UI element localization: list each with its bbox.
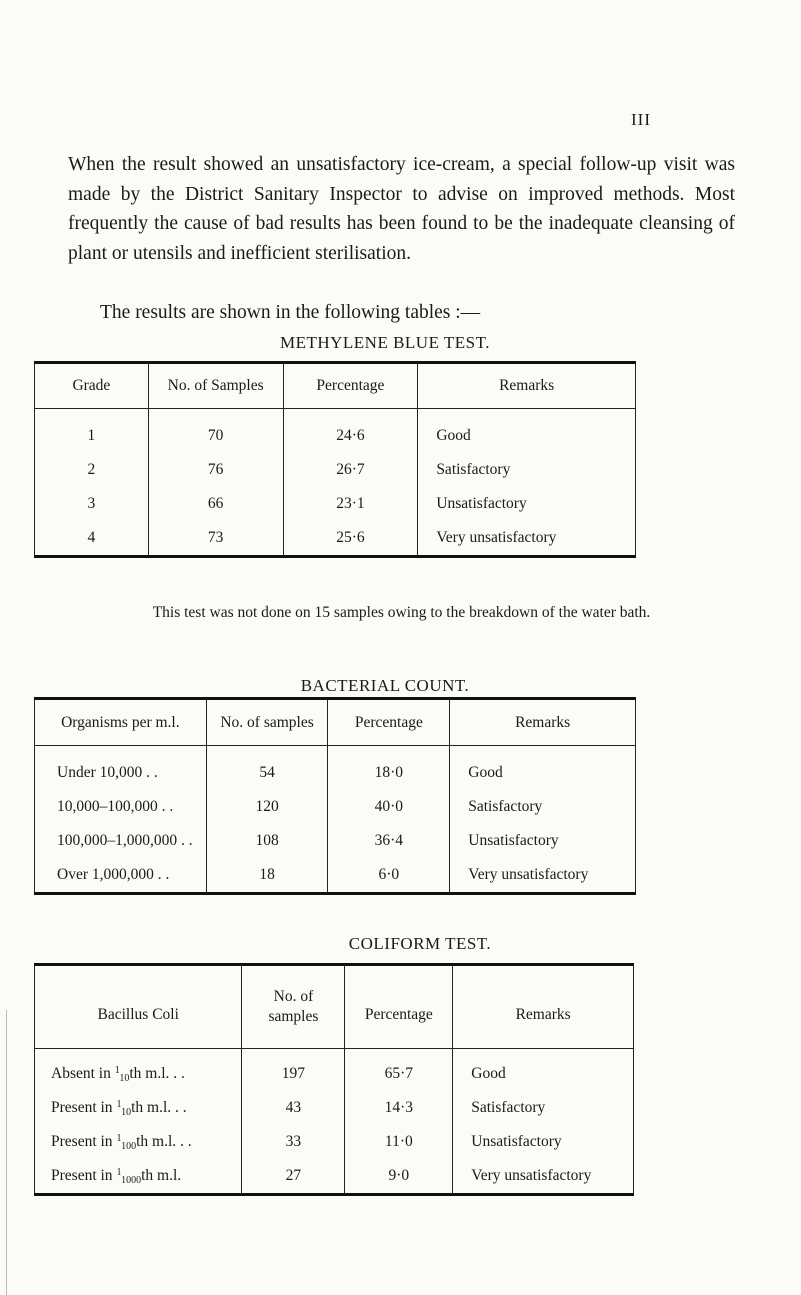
grade-cell: 3 (35, 487, 149, 521)
remarks-cell: Satisfactory (453, 1091, 634, 1125)
percentage-cell: 11·0 (345, 1125, 453, 1159)
remarks-cell: Very unsatisfactory (418, 521, 636, 557)
bacillus-cell: Present in 11000th m.l. (35, 1159, 242, 1195)
samples-cell: 120 (206, 790, 328, 824)
samples-cell: 66 (148, 487, 283, 521)
fraction: 1100 (116, 1133, 137, 1152)
coliform-title: COLIFORM TEST. (348, 934, 492, 953)
coliform-table (34, 963, 634, 1196)
column-header (242, 965, 345, 1049)
table-row (35, 746, 636, 791)
percentage-cell: 36·4 (328, 824, 450, 858)
remarks-cell: Good (453, 1049, 634, 1092)
percentage-cell: 40·0 (328, 790, 450, 824)
bacillus-cell: Absent in 110th m.l. . . (35, 1049, 242, 1092)
fraction: 110 (116, 1099, 132, 1118)
column-header: Organisms per m.l. (35, 699, 207, 746)
remarks-cell: Very unsatisfactory (453, 1159, 634, 1195)
percentage-cell: 65·7 (345, 1049, 453, 1092)
methylene-note: This test was not done on 15 samples owing to the breakdown of the water bath. (152, 604, 651, 621)
table-row (35, 487, 636, 521)
bacillus-cell: Present in 1100th m.l. . . (35, 1125, 242, 1159)
percentage-cell: 25·6 (283, 521, 418, 557)
percentage-cell: 14·3 (345, 1091, 453, 1125)
samples-cell: 73 (148, 521, 283, 557)
table-row (35, 409, 636, 454)
samples-cell: 70 (148, 409, 283, 454)
samples-cell: 33 (242, 1125, 345, 1159)
remarks-cell: Unsatisfactory (453, 1125, 634, 1159)
percentage-cell: 18·0 (328, 746, 450, 791)
bacterial-table (34, 697, 636, 895)
organisms-cell: 100,000–1,000,000 . . (35, 824, 207, 858)
table-row (35, 824, 636, 858)
organisms-cell: Under 10,000 . . (35, 746, 207, 791)
grade-cell: 4 (35, 521, 149, 557)
page-number: III (631, 110, 651, 129)
column-header: Bacillus Coli (35, 965, 242, 1049)
table-row (35, 858, 636, 894)
samples-cell: 76 (148, 453, 283, 487)
percentage-cell: 26·7 (283, 453, 418, 487)
samples-cell: 54 (206, 746, 328, 791)
remarks-cell: Good (450, 746, 636, 791)
column-header: Remarks (453, 965, 634, 1049)
fraction: 110 (114, 1065, 130, 1084)
remarks-cell: Very unsatisfactory (450, 858, 636, 894)
methylene-title: METHYLENE BLUE TEST. (279, 333, 491, 352)
percentage-cell: 24·6 (283, 409, 418, 454)
grade-cell: 1 (35, 409, 149, 454)
remarks-cell: Satisfactory (418, 453, 636, 487)
samples-cell: 108 (206, 824, 328, 858)
remarks-cell: Unsatisfactory (418, 487, 636, 521)
column-header: Percentage (328, 699, 450, 746)
column-header: Remarks (450, 699, 636, 746)
samples-cell: 197 (242, 1049, 345, 1092)
bacillus-cell: Present in 110th m.l. . . (35, 1091, 242, 1125)
column-header: Remarks (418, 363, 636, 409)
column-header-label: No. of samples (268, 988, 319, 1025)
table-row (35, 453, 636, 487)
percentage-cell: 6·0 (328, 858, 450, 894)
table-row (35, 1159, 634, 1195)
tables-intro: The results are shown in the following tables :— (100, 302, 481, 323)
table-row (35, 790, 636, 824)
column-header: No. of Samples (148, 363, 283, 409)
table-row (35, 521, 636, 557)
organisms-cell: 10,000–100,000 . . (35, 790, 207, 824)
samples-cell: 27 (242, 1159, 345, 1195)
percentage-cell: 9·0 (345, 1159, 453, 1195)
column-header: Grade (35, 363, 149, 409)
table-row (35, 1091, 634, 1125)
scan-edge-line (6, 1010, 7, 1295)
remarks-cell: Good (418, 409, 636, 454)
table-row (35, 1049, 634, 1092)
organisms-cell: Over 1,000,000 . . (35, 858, 207, 894)
grade-cell: 2 (35, 453, 149, 487)
intro-paragraph: When the result showed an unsatisfactory ice-cream, a special follow-up visit was made by the District Sanitary Inspector to advise on improved methods. Most frequently the cause of bad results has been found to be the inadequate cleansing of plant or utensils and inefficient sterilisation. (68, 154, 735, 264)
column-header: No. of samples (206, 699, 328, 746)
percentage-cell: 23·1 (283, 487, 418, 521)
fraction: 11000 (116, 1167, 142, 1186)
table-row (35, 1125, 634, 1159)
bacterial-title: BACTERIAL COUNT. (300, 676, 470, 695)
remarks-cell: Unsatisfactory (450, 824, 636, 858)
remarks-cell: Satisfactory (450, 790, 636, 824)
column-header: Percentage (283, 363, 418, 409)
samples-cell: 18 (206, 858, 328, 894)
column-header: Percentage (345, 965, 453, 1049)
samples-cell: 43 (242, 1091, 345, 1125)
methylene-table (34, 361, 636, 558)
